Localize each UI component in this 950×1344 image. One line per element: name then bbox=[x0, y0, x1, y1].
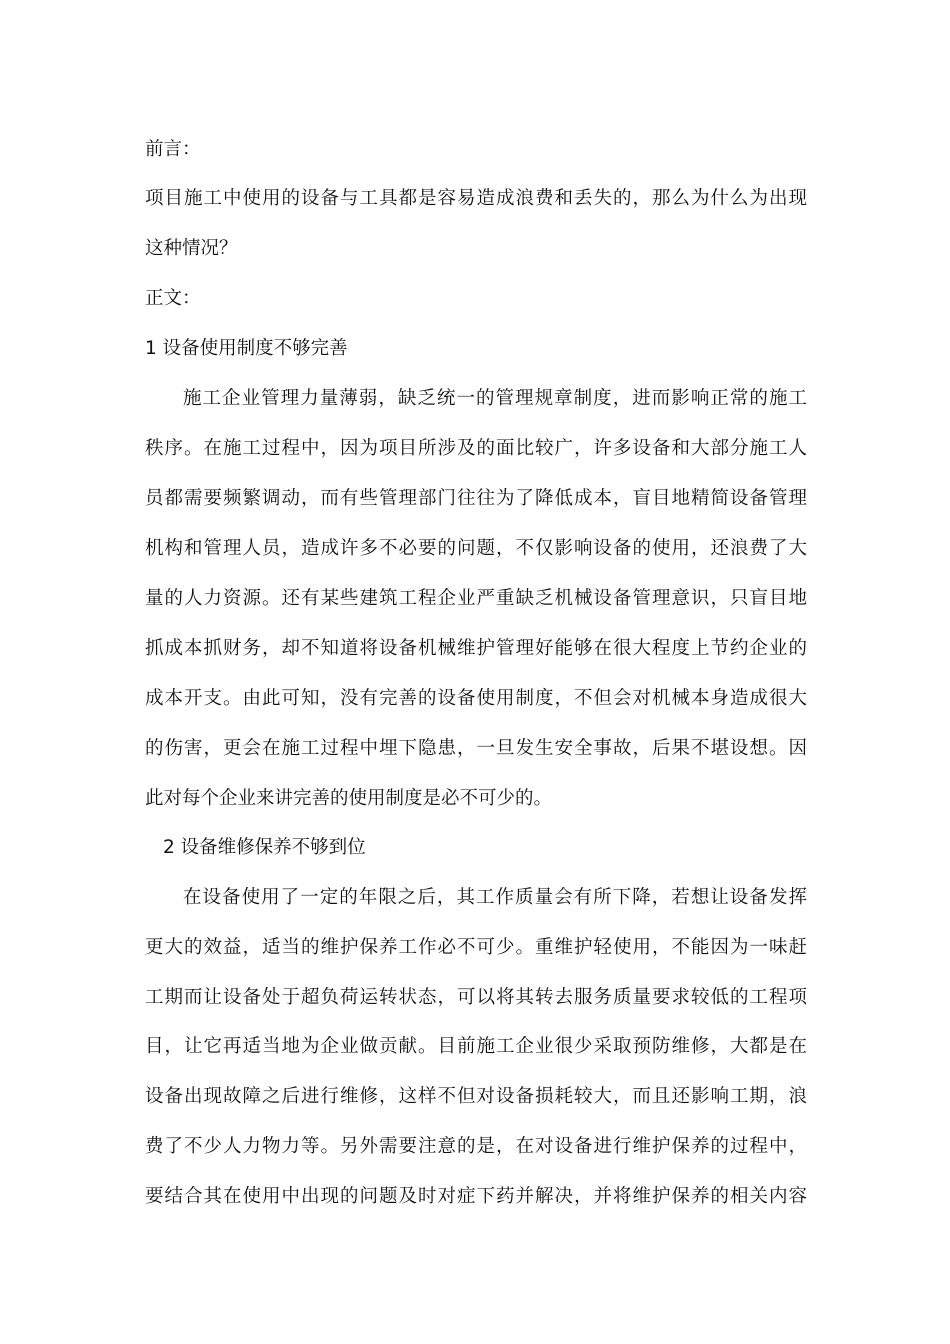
body-label: 正文： bbox=[145, 288, 201, 309]
section-1-line: 抓成本抓财务，却不知道将设备机械维护管理好能够在很大程度上节约企业的 bbox=[145, 638, 807, 659]
section-1-line: 机构和管理人员，造成许多不必要的问题，不仅影响设备的使用，还浪费了大 bbox=[145, 538, 807, 559]
section-1-line: 成本开支。由此可知，没有完善的设备使用制度，不但会对机械本身造成很大 bbox=[145, 688, 807, 709]
intro-line: 这种情况？ bbox=[145, 238, 238, 259]
section-1-line: 秩序。在施工过程中，因为项目所涉及的面比较广，许多设备和大部分施工人 bbox=[145, 438, 807, 459]
section-1-line: 员都需要频繁调动，而有些管理部门往往为了降低成本，盲目地精简设备管理 bbox=[145, 488, 807, 509]
section-2-line: 要结合其在使用中出现的问题及时对症下药并解决，并将维护保养的相关内容 bbox=[145, 1186, 807, 1207]
section-1-line: 量的人力资源。还有某些建筑工程企业严重缺乏机械设备管理意识，只盲目地 bbox=[145, 588, 807, 609]
section-2-line: 更大的效益，适当的维护保养工作必不可少。重维护轻使用，不能因为一味赶 bbox=[145, 937, 807, 958]
section-2-line: 在设备使用了一定的年限之后，其工作质量会有所下降，若想让设备发挥 bbox=[183, 887, 807, 908]
section-2-line: 费了不少人力物力等。另外需要注意的是，在对设备进行维护保养的过程中， bbox=[145, 1136, 807, 1157]
intro-line: 项目施工中使用的设备与工具都是容易造成浪费和丢失的，那么为什么为出现 bbox=[145, 188, 807, 209]
section-2-line: 设备出现故障之后进行维修，这样不但对设备损耗较大，而且还影响工期，浪 bbox=[145, 1086, 807, 1107]
section-1-heading: 1 设备使用制度不够完善 bbox=[145, 338, 348, 359]
section-1-line: 的伤害，更会在施工过程中埋下隐患，一旦发生安全事故，后果不堪设想。因 bbox=[145, 738, 807, 759]
section-2-line: 目，让它再适当地为企业做贡献。目前施工企业很少采取预防维修，大都是在 bbox=[145, 1036, 807, 1057]
section-1-line: 施工企业管理力量薄弱，缺乏统一的管理规章制度，进而影响正常的施工 bbox=[183, 388, 807, 409]
preface-label: 前言： bbox=[145, 139, 201, 160]
section-2-line: 工期而让设备处于超负荷运转状态，可以将其转去服务质量要求较低的工程项 bbox=[145, 987, 807, 1008]
section-2-heading: 2 设备维修保养不够到位 bbox=[163, 837, 366, 858]
section-1-line: 此对每个企业来讲完善的使用制度是必不可少的。 bbox=[145, 788, 553, 809]
